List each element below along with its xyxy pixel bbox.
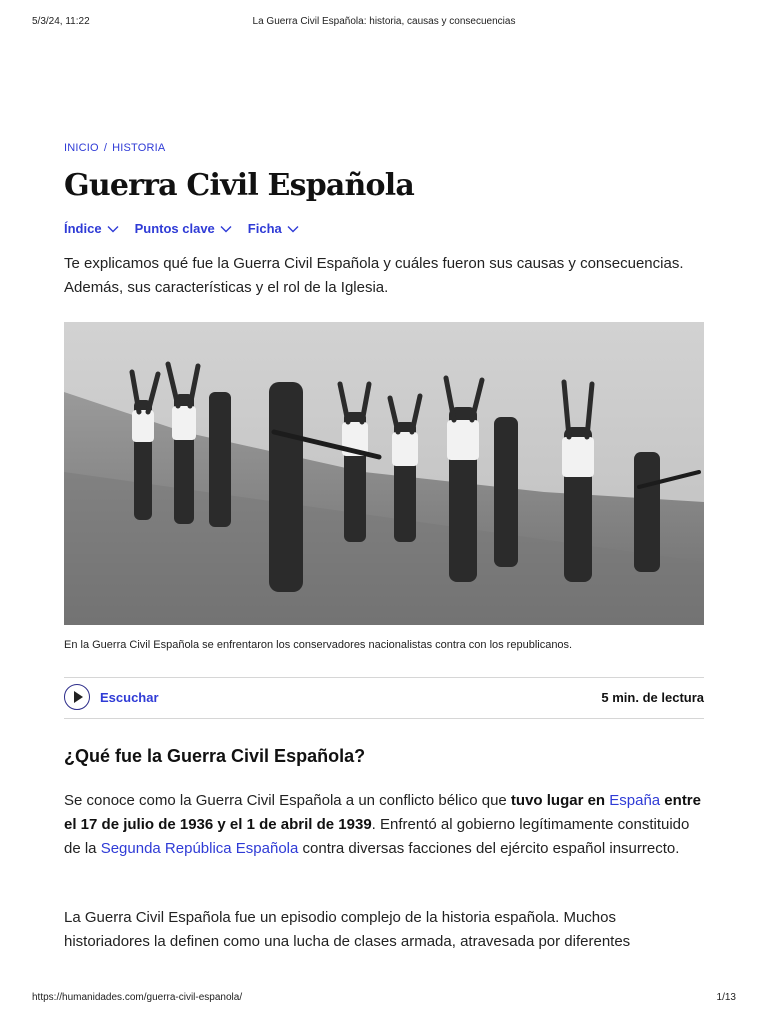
link-segunda-republica[interactable]: Segunda República Española [100, 840, 299, 857]
chevron-down-icon [220, 225, 232, 233]
print-document-title: La Guerra Civil Española: historia, causas y consecuencias [252, 16, 516, 27]
text-fragment: Se conoce como la Guerra Civil Española a un conflicto bélico que [64, 792, 511, 809]
page-title: Guerra Civil Española [64, 168, 414, 203]
toc-label: Índice [64, 221, 102, 236]
print-date: 5/3/24, 11:22 [32, 16, 90, 27]
photo-illustration [64, 322, 704, 625]
chevron-down-icon [107, 225, 119, 233]
photo-caption: En la Guerra Civil Española se enfrentaron los conservadores nacionalistas contra con los republicanos. [64, 639, 573, 651]
print-header [32, 16, 736, 30]
section-heading: ¿Qué fue la Guerra Civil Española? [64, 746, 366, 766]
toc-dropdown-puntos-clave[interactable] [135, 221, 232, 236]
article-photo [64, 322, 704, 625]
paragraph-1 [64, 789, 704, 861]
print-page-number: 1/13 [716, 992, 736, 1003]
breadcrumb-separator: / [103, 142, 108, 154]
link-espana[interactable]: España [609, 792, 661, 809]
breadcrumb-home-link[interactable]: INICIO [64, 142, 99, 154]
chevron-down-icon [287, 225, 299, 233]
play-button[interactable] [64, 684, 90, 710]
bold-fragment: tuvo lugar en [510, 792, 610, 809]
toc-dropdown-ficha[interactable] [248, 221, 299, 236]
paragraph-2: La Guerra Civil Española fue un episodio complejo de la historia española. Muchos historiadores la definen como una lucha de clases armada, atravesada por diferentes [64, 909, 631, 950]
article-intro: Te explicamos qué fue la Guerra Civil Española y cuáles fueron sus causas y consecuencias. Además, sus características y el rol de la Iglesia. [64, 255, 684, 296]
toc-label: Ficha [247, 221, 282, 236]
reading-time: 5 min. de lectura [601, 690, 704, 705]
print-footer [32, 992, 736, 1006]
text-fragment: contra diversas facciones del ejército español insurrecto. [298, 840, 680, 857]
toc-label: Puntos clave [134, 221, 215, 236]
breadcrumb [64, 142, 165, 154]
listen-button-label[interactable]: Escuchar [100, 690, 159, 705]
breadcrumb-section-link[interactable]: HISTORIA [112, 142, 166, 154]
article-toolbar [64, 221, 299, 236]
audio-player-bar [64, 677, 704, 719]
text-fragment: . Enfrentó al gobierno legítimamente constituido de la [64, 816, 690, 857]
play-icon [74, 691, 83, 703]
toc-dropdown-indice[interactable] [64, 221, 119, 236]
print-url: https://humanidades.com/guerra-civil-espanola/ [32, 992, 243, 1003]
bold-fragment-dates: entre el 17 de julio de 1936 y el 1 de abril de 1939 [64, 792, 701, 833]
